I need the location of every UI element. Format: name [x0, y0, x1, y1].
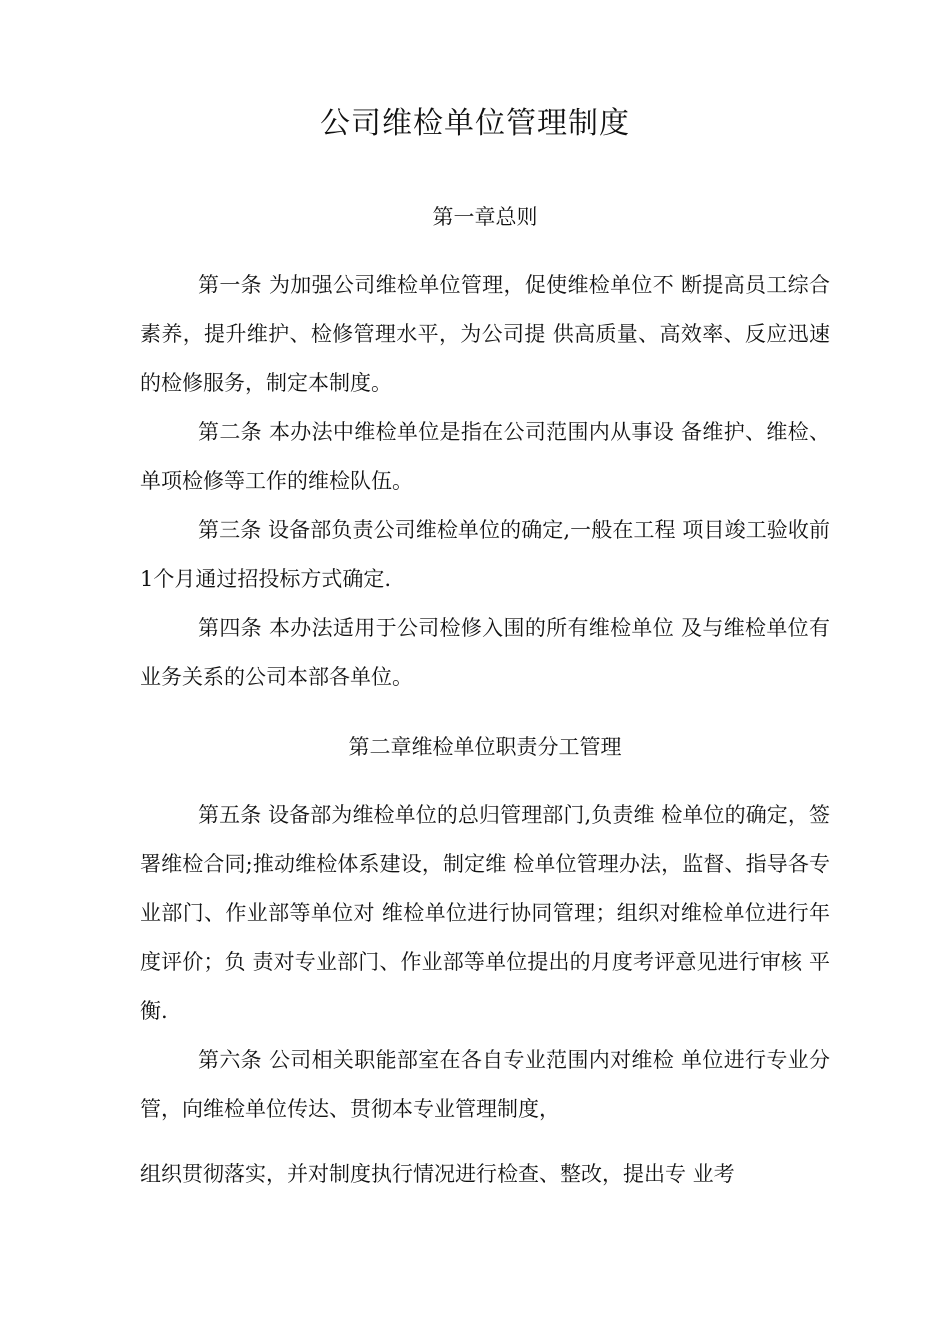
chapter-heading-2: 第二章维检单位职责分工管理: [348, 735, 622, 759]
article-3: 第三条 设备部负责公司维检单位的确定,一般在工程 项目竣工验收前1个月通过招投标方式确定.: [140, 518, 830, 591]
article-2: 第二条 本办法中维检单位是指在公司范围内从事设 备维护、维检、单项检修等工作的维检队伍。: [140, 420, 830, 493]
article-5: 第五条 设备部为维检单位的总归管理部门,负责维 检单位的确定，签署维检合同;推动维检体系建设，制定维 检单位管理办法，监督、指导各专业部门、作业部等单位对 维检单位进行协同管理；组织对维检单位进行年度评价；负 责对专业部门、作业部等单位提出的月度考评意见进行审核 平衡.: [140, 803, 830, 1023]
document-title: 公司维检单位管理制度: [320, 106, 630, 141]
article-6: 第六条 公司相关职能部室在各自专业范围内对维检 单位进行专业分管，向维检单位传达、贯彻本专业管理制度，: [140, 1048, 830, 1121]
article-6-continuation: 组织贯彻落实，并对制度执行情况进行检查、整改，提出专 业考: [140, 1162, 735, 1186]
chapter-heading-1: 第一章总则: [432, 205, 538, 229]
article-1: 第一条 为加强公司维检单位管理，促使维检单位不 断提高员工综合素养，提升维护、检修管理水平，为公司提 供高质量、高效率、反应迅速的检修服务，制定本制度。: [140, 273, 830, 395]
article-4: 第四条 本办法适用于公司检修入围的所有维检单位 及与维检单位有业务关系的公司本部各单位。: [140, 616, 830, 689]
